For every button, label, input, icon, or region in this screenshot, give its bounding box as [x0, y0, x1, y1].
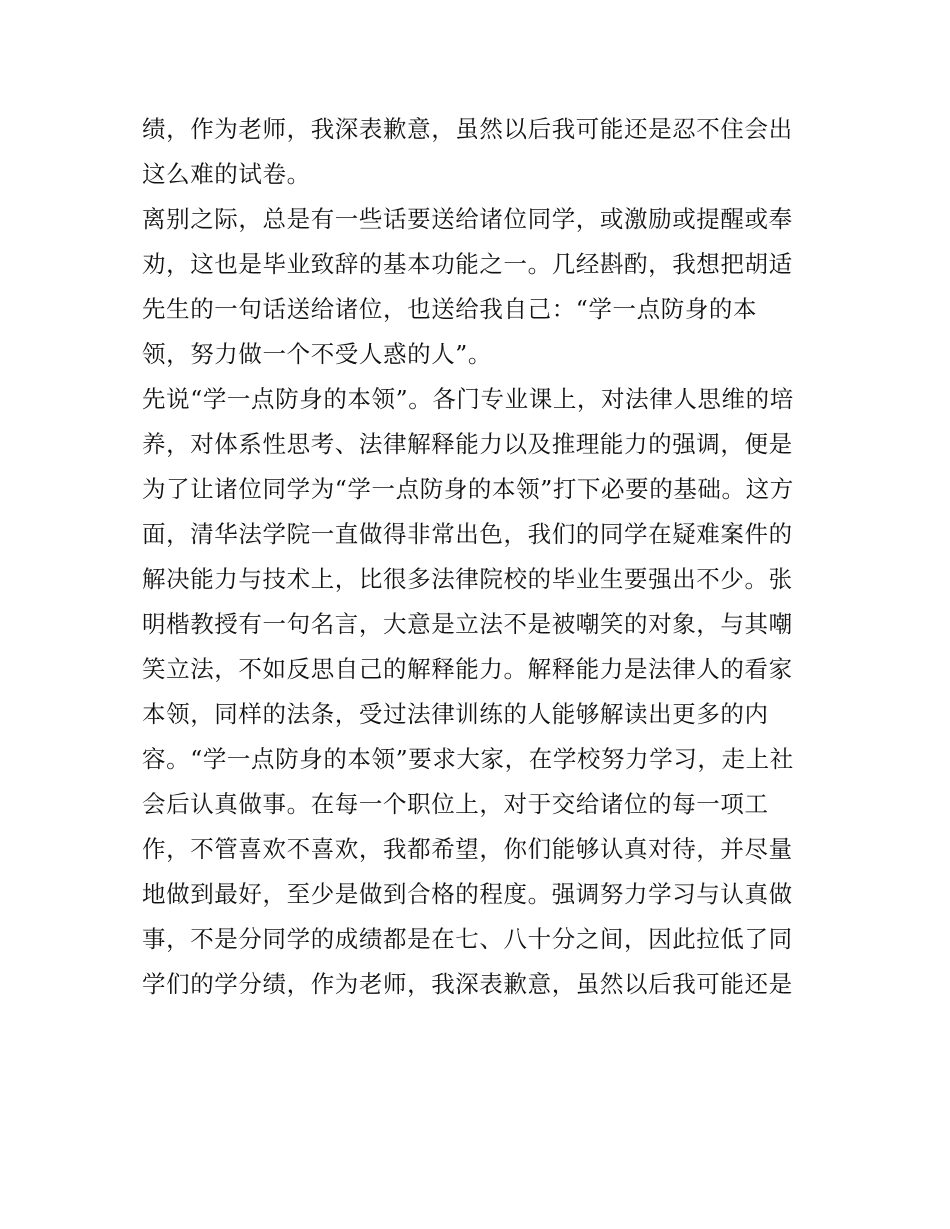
- text-line: 面，清华法学院一直做得非常出色，我们的同学在疑难案件的: [142, 520, 793, 548]
- text-line: 劝，这也是毕业致辞的基本功能之一。几经斟酌，我想把胡适: [142, 250, 793, 278]
- text-line: 学们的学分绩，作为老师，我深表歉意，虽然以后我可能还是: [142, 970, 793, 998]
- text-line: 容。“学一点防身的本领”要求大家，在学校努力学习，走上社: [142, 745, 794, 773]
- text-line: 领，努力做一个不受人惑的人”。: [142, 340, 493, 368]
- text-line: 会后认真做事。在每一个职位上，对于交给诸位的每一项工: [142, 790, 769, 818]
- text-line: 先生的一句话送给诸位，也送给我自己：“学一点防身的本: [142, 295, 758, 323]
- text-line: 事，不是分同学的成绩都是在七、八十分之间，因此拉低了同: [142, 925, 793, 953]
- text-line: 这么难的试卷。: [142, 160, 311, 188]
- text-line: 本领，同样的法条，受过法律训练的人能够解读出更多的内: [142, 700, 769, 728]
- text-line: 作，不管喜欢不喜欢，我都希望，你们能够认真对待，并尽量: [142, 835, 793, 863]
- text-line: 为了让诸位同学为“学一点防身的本领”打下必要的基础。这方: [142, 475, 794, 503]
- text-line: 笑立法，不如反思自己的解释能力。解释能力是法律人的看家: [142, 655, 793, 683]
- text-line: 离别之际，总是有一些话要送给诸位同学，或激励或提醒或奉: [142, 205, 793, 233]
- text-line: 解决能力与技术上，比很多法律院校的毕业生要强出不少。张: [142, 565, 793, 593]
- text-line: 地做到最好，至少是做到合格的程度。强调努力学习与认真做: [142, 880, 793, 908]
- text-line: 先说“学一点防身的本领”。各门专业课上，对法律人思维的培: [142, 385, 794, 413]
- text-line: 明楷教授有一句名言，大意是立法不是被嘲笑的对象，与其嘲: [142, 610, 793, 638]
- text-line: 绩，作为老师，我深表歉意，虽然以后我可能还是忍不住会出: [142, 115, 793, 143]
- text-line: 养，对体系性思考、法律解释能力以及推理能力的强调，便是: [142, 430, 793, 458]
- body-text: [142, 107, 822, 1007]
